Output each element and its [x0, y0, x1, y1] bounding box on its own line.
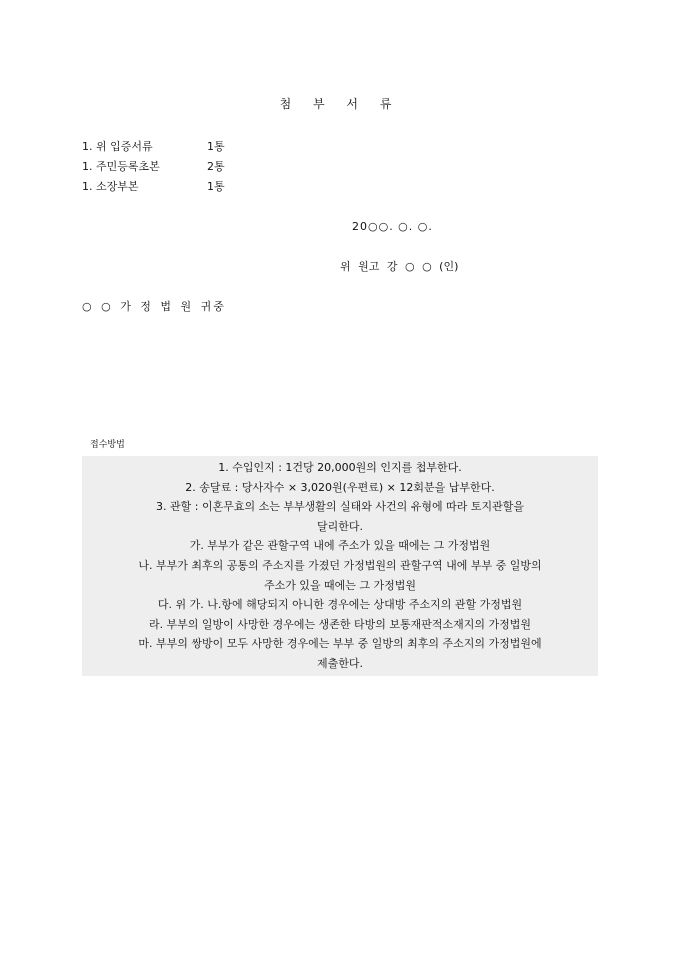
method-line: 3. 관할 : 이혼무효의 소는 부부생활의 실태와 사건의 유형에 따라 토지관할을 — [156, 500, 524, 514]
method-line: 가. 부부가 같은 관할구역 내에 주소가 있을 때에는 그 가정법원 — [189, 539, 491, 553]
filing-method-box — [82, 456, 598, 676]
method-line: 2. 송달료 : 당사자수 × 3,020원(우편료) × 12회분을 납부한다. — [185, 480, 495, 494]
method-line: 라. 부부의 일방이 사망한 경우에는 생존한 타방의 보통재판적소재지의 가정법원 — [148, 617, 532, 631]
method-line: 마. 부부의 쌍방이 모두 사망한 경우에는 부부 중 일방의 최후의 주소지의 가정법원에 — [138, 637, 542, 651]
court-recipient: ○ ○ 가 정 법 원 귀중 — [82, 300, 226, 313]
method-line: 달리한다. — [316, 519, 363, 533]
attachment-item — [82, 137, 225, 157]
attachment-count: 2통 — [207, 160, 225, 173]
attachment-name: 1. 위 입증서류 — [82, 140, 153, 153]
plaintiff-signature: 위 원고 강 ○ ○ (인) — [340, 260, 459, 273]
attachment-name: 1. 주민등록초본 — [82, 160, 160, 173]
method-line: 나. 부부가 최후의 공통의 주소지를 가졌던 가정법원의 관할구역 내에 부부 중 일방의 — [138, 558, 542, 572]
method-line: 다. 위 가. 나.항에 해당되지 아니한 경우에는 상대방 주소지의 관할 가정법원 — [157, 598, 523, 612]
attachment-name: 1. 소장부본 — [82, 180, 139, 193]
attachment-count: 1통 — [207, 140, 225, 153]
method-line: 제출한다. — [316, 656, 363, 670]
method-line: 1. 수입인지 : 1건당 20,000원의 인지를 첩부한다. — [218, 461, 462, 474]
attachment-list — [82, 137, 225, 197]
attachment-count: 1통 — [207, 180, 225, 193]
document-date: 20○○. ○. ○. — [352, 220, 433, 233]
attachment-item — [82, 177, 225, 197]
page-title: 첨 부 서 류 — [279, 97, 401, 111]
attachment-item — [82, 157, 225, 177]
filing-method-label: 접수방법 — [90, 440, 125, 450]
method-line: 주소가 있을 때에는 그 가정법원 — [263, 578, 417, 592]
